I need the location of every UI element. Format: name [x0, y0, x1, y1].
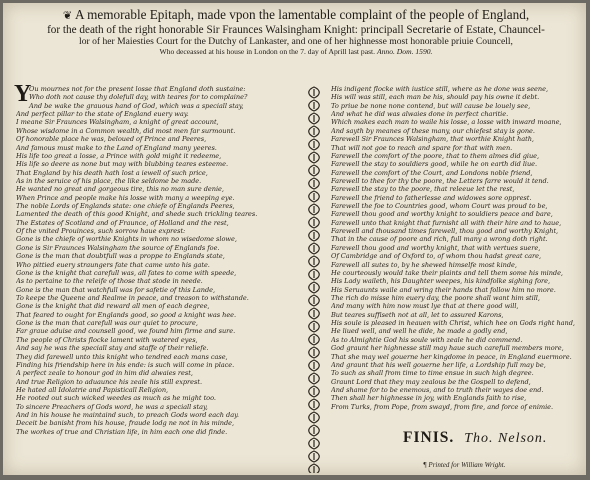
left-verse-line: He rooted out such wicked weedes as much as he might too.: [16, 394, 216, 403]
divider-ornament-icon: [309, 217, 320, 228]
divider-ornament-icon: [309, 295, 320, 306]
divider-ornament-icon: [309, 113, 320, 124]
divider-ornament-icon: [309, 87, 320, 98]
left-verse-line: Of the vnited Prouinces, such sorrow haue exprest:: [16, 227, 186, 236]
right-verse-line: Farewell thou good and worthy knight to souldiers peace and bare,: [331, 210, 553, 219]
right-verse-line: His Lady waileth, his Daughter weepes, his kindfolke sighing fore,: [331, 277, 551, 286]
divider-ornament-icon: [309, 347, 320, 358]
left-verse-line: Gone is the chiefe of worthie Knights in whom no wisedome slowe,: [16, 235, 237, 244]
right-verse-line: Farewell the friend to fatherlesse and widowes sore opprest.: [331, 193, 532, 202]
left-verse-line: And in his house he maintaind such, to preach Gods word each day.: [16, 411, 239, 420]
left-verse-line: And say he was the speciall stay and staffe of their reliefe.: [16, 344, 209, 353]
right-verse-line: Then shall her highnesse in joy, with Englands faith to rise,: [331, 394, 527, 403]
left-column: [14, 81, 298, 436]
drop-cap: Y: [14, 81, 32, 107]
divider-ornament-icon: [309, 308, 320, 319]
author-name: Tho. Nelson.: [464, 431, 548, 446]
left-verse-line: Who pittied euery straungers fate that came unto his gate.: [16, 260, 210, 269]
divider-ornament-icon: [309, 412, 320, 423]
left-verse-line: And true Religion to aduaunce his zeale his still exprest.: [16, 377, 202, 386]
left-verse-line: Ou mournes not for the present losse that England doth sustaine:: [29, 85, 246, 93]
divider-ornament-icon: [309, 165, 320, 176]
right-verse-line: His Seruaunts waile and wring their hands that follow him no more.: [331, 285, 556, 294]
divider-ornament-icon: [309, 230, 320, 241]
right-verse-line: His indigent flocke with iustice still, where as he done was seene,: [331, 85, 549, 93]
right-verse-line: He liued well, and well he dide, he made a godly end,: [331, 327, 508, 336]
left-verse-line: The people of Christs flocke lament with watered eyes,: [16, 335, 198, 344]
divider-ornament-icon: [309, 126, 320, 137]
left-verse-line: When Prince and people make his losse with many a weeping eye.: [16, 193, 235, 202]
right-verse-line: To priue be none none contend, but will cause be louely see,: [331, 101, 531, 110]
divider-ornament-icon: [309, 191, 320, 202]
right-verse-line: That she may wel gouerne her kingdome in peace, in England euermore.: [331, 352, 572, 361]
left-verse-line: I meane Sir Fraunces Walsingham, a knight of great account,: [16, 118, 219, 127]
left-verse-line: He hated all Idolatrie and Papisticall Religion,: [16, 385, 169, 394]
right-verse-line: That will not goe to reach and spare for that with men.: [331, 143, 513, 152]
left-verse-line: The Estates of Scotland and of Fraunce, of Holland and the rest,: [16, 218, 229, 227]
right-verse-line: Graunt Lord that they may zealous be the Gospell to defend,: [331, 377, 531, 386]
anno-domini: Anno. Dom. 1590.: [376, 47, 433, 56]
left-verse-line: That feared to ought for Englands good, so good a knight was hee.: [16, 310, 237, 319]
broadside-sheet: [3, 3, 586, 475]
title-line-4: [13, 47, 579, 56]
divider-ornament-icon: [309, 399, 320, 410]
divider-ornament-icon: [309, 425, 320, 436]
right-verse-line: Farewell the foe to Countries good, whom Court was proud to be,: [331, 202, 548, 211]
right-verse-line: God graunt her highnesse still may haue such carefull members more,: [331, 344, 564, 353]
left-verse-line: To sincere Preachers of Gods word, he was a speciall stay,: [16, 402, 208, 411]
right-column: [331, 85, 581, 411]
left-verse-line: Lamented the death of this good Knight, and shede such trickling teares.: [16, 210, 258, 219]
right-verse-line: Farewell the comfort of the Court, and Londons noble friend,: [331, 168, 533, 177]
title-text-1: A memorable Epitaph, made vpon the lamentable complaint of the people of England,: [75, 7, 530, 22]
left-verse-line: And be wake the grauous hand of God, which was a speciall stay,: [29, 101, 244, 110]
divider-ornament-icon: [309, 321, 320, 332]
right-verse-line: As to Almightie God his soule with zeale he did commend.: [331, 335, 523, 344]
finis-signature: [403, 429, 547, 447]
divider-ornament-icon: [309, 282, 320, 293]
left-verse-line: They did farewell unto this knight who tendred each mans case,: [16, 352, 228, 361]
left-verse-line: The noble Lords of Englands state: one chiefe of Englands Peeres,: [16, 202, 235, 211]
left-verse-line: Far graue aduise and counsell good, we found him firme and sure.: [16, 327, 236, 336]
right-verse: [331, 85, 581, 411]
right-verse-line: To such as shall from time to time ensue in such high degree.: [331, 369, 534, 378]
fleuron-icon: ❦: [62, 10, 73, 22]
left-verse-line: As to pertaine to the releife of those that stode in neede.: [16, 277, 203, 286]
printer-imprint: ¶ Printed for William Wright.: [423, 461, 506, 469]
divider-ornament-icon: [309, 139, 320, 150]
right-verse-line: The rich do misse him euery day, the poore shall want him still,: [331, 293, 540, 302]
right-verse-line: Farewell the stay to souldiers good, while he on earth did liue.: [331, 160, 538, 169]
divider-ornament-icon: [309, 334, 320, 345]
left-verse-line: Gone is the man that watchfull was for safetie of this Lande,: [16, 285, 216, 294]
divider-ornament-icon: [309, 373, 320, 384]
divider-ornament-icon: [309, 204, 320, 215]
left-verse-line: Deceit be banisht from his house, fraude lodg ne not in his minde,: [16, 419, 235, 428]
divider-ornament-icon: [309, 100, 320, 111]
right-verse-line: Which makes each man to waile his losse, a losse with inward moane,: [331, 118, 562, 127]
left-verse-line: The workes of true and Christian life, in him each one did finde.: [16, 427, 228, 436]
divider-ornament-icon: [309, 243, 320, 254]
title-text-4: Who deceassed at his house in London on the 7. day of Aprill last past.: [159, 47, 376, 56]
ornamental-divider: [305, 83, 323, 473]
right-verse-line: And many with him now must lye that at there good will,: [331, 302, 519, 311]
right-verse-line: Farewell all sutes to, by he shewed himselfe most kinde,: [331, 260, 517, 269]
divider-ornament-icon: [309, 438, 320, 449]
left-verse-line: And famous must make to the Land of England many yeeres.: [16, 143, 217, 152]
divider-ornament-icon: [309, 464, 320, 473]
right-verse-line: Farewell Sir Fraunces Walsingham, that worthie Knight hath,: [331, 135, 534, 144]
divider-ornament-icon: [309, 178, 320, 189]
left-verse-line: A perfect zeale to honour god in him did alwaies rest,: [16, 369, 193, 378]
right-verse-line: Farewell to thee for thy the poore, the Letters farre would it tend.: [331, 176, 549, 185]
right-verse-line: Farewell and thousand times farewell, thou good and worthy Knight,: [331, 227, 559, 236]
right-verse-line: Farewell the stay to the poore, that releeue let the rest,: [331, 185, 515, 194]
left-verse-line: Of honorable place he was, beloued of Prince and Peeres,: [16, 135, 207, 144]
left-verse-line: Finding his friendship here in his ende: is such will come in place.: [16, 360, 235, 369]
left-verse-line: Who doth not cause thy dolefull day, with teares for to complaine?: [29, 93, 248, 102]
right-verse-line: Farewell the comfort of the poore, that to them almes did giue,: [331, 151, 540, 160]
divider-ornament-icon: [309, 386, 320, 397]
left-verse-line: Gone is the knight that did reward all men of each degree,: [16, 302, 210, 311]
left-verse-line: Gone is Sir Fraunces Walsingham the source of Englands foe.: [16, 243, 220, 252]
right-verse-line: And sayth by meanes of these many, our chiefest stay is gone.: [331, 126, 535, 135]
right-verse-line: Of Cambridge and of Oxford to, of whom thou hadst great care,: [331, 252, 542, 261]
right-verse-line: Farewell unto that knight that furnisht all with their hire and to haue,: [331, 218, 562, 227]
left-verse-line: As in the seruice of his place, the like seldome be made.: [16, 176, 202, 185]
right-verse-line: His soule is pleased in heauen with Christ, which hee on Gods right hand,: [331, 319, 575, 328]
left-verse-line: Gone is the man that doubtfull was a proppe to Englands state,: [16, 252, 225, 261]
right-verse-line: That in the cause of poore and rich, full many a wrong doth right.: [331, 235, 548, 244]
left-verse-line: His life so deere as none but may with blubbing teares esteeme.: [16, 160, 229, 169]
printer-text: Printed for William Wright.: [428, 461, 506, 469]
finis-word: FINIS.: [403, 429, 455, 446]
divider-ornament-icon: [309, 360, 320, 371]
left-verse-line: Gone is the knight that carefull was, all fates to come with speede,: [16, 268, 237, 277]
right-verse-line: He courteously would take their plaints and tell them some his minde,: [331, 268, 563, 277]
right-verse-line: His will was still, each man be his, should pay his owne it debt.: [331, 93, 540, 102]
left-verse-line: To keepe the Queene and Realme in peace, and treason to withstande.: [16, 293, 249, 302]
divider-ornament-icon: [309, 269, 320, 280]
right-verse-line: Farewell thou good and worthy knight, that with vertues suere,: [331, 243, 541, 252]
right-verse-line: And graunt that his well gouerne her life, a Lordship full may be,: [331, 360, 546, 369]
left-verse-line: Gone is the man that carefull was our quiet to procure,: [16, 319, 198, 328]
left-verse-line: He wanted no great and gorgeous tire, this no man sure denie,: [16, 185, 224, 194]
title-line-3: lor of her Maiesties Court for the Dutchy of Lankaster, and one of her highnesse most honorable priuie Councell,: [79, 36, 513, 47]
right-verse-line: From Turks, from Pope, from swayd, from fire, and force of enimie.: [331, 402, 554, 411]
title-line-2: for the death of the right honorable Sir Fraunces Walsingham Knight: principall Secretarie of Estate, Chauncel-: [47, 24, 545, 36]
divider-ornament-icon: [309, 152, 320, 163]
divider-ornament-icon: [309, 451, 320, 462]
title-block: [13, 7, 579, 56]
right-verse-line: But teares suffiseth not at all, let to assured Karons,: [331, 310, 504, 319]
left-verse-line: Whose wisdome in a Common wealth, did most men far surmount.: [16, 126, 236, 135]
title-line-1: [13, 7, 579, 24]
left-verse-line: That England by his death hath lost a iewell of such price,: [16, 168, 208, 177]
right-verse-line: And what he did was alwaies done in perfect charitie.: [331, 110, 509, 119]
left-verse: [16, 85, 298, 436]
divider-ornament-icon: [309, 256, 320, 267]
right-verse-line: And shame for to be enemous, and to truth their wayes doe end.: [331, 385, 544, 394]
left-verse-line: His life too great a losse, a Prince with gold might it redeeme,: [16, 151, 222, 160]
left-verse-line: And perfect pillar to the state of England euery way.: [16, 110, 189, 119]
